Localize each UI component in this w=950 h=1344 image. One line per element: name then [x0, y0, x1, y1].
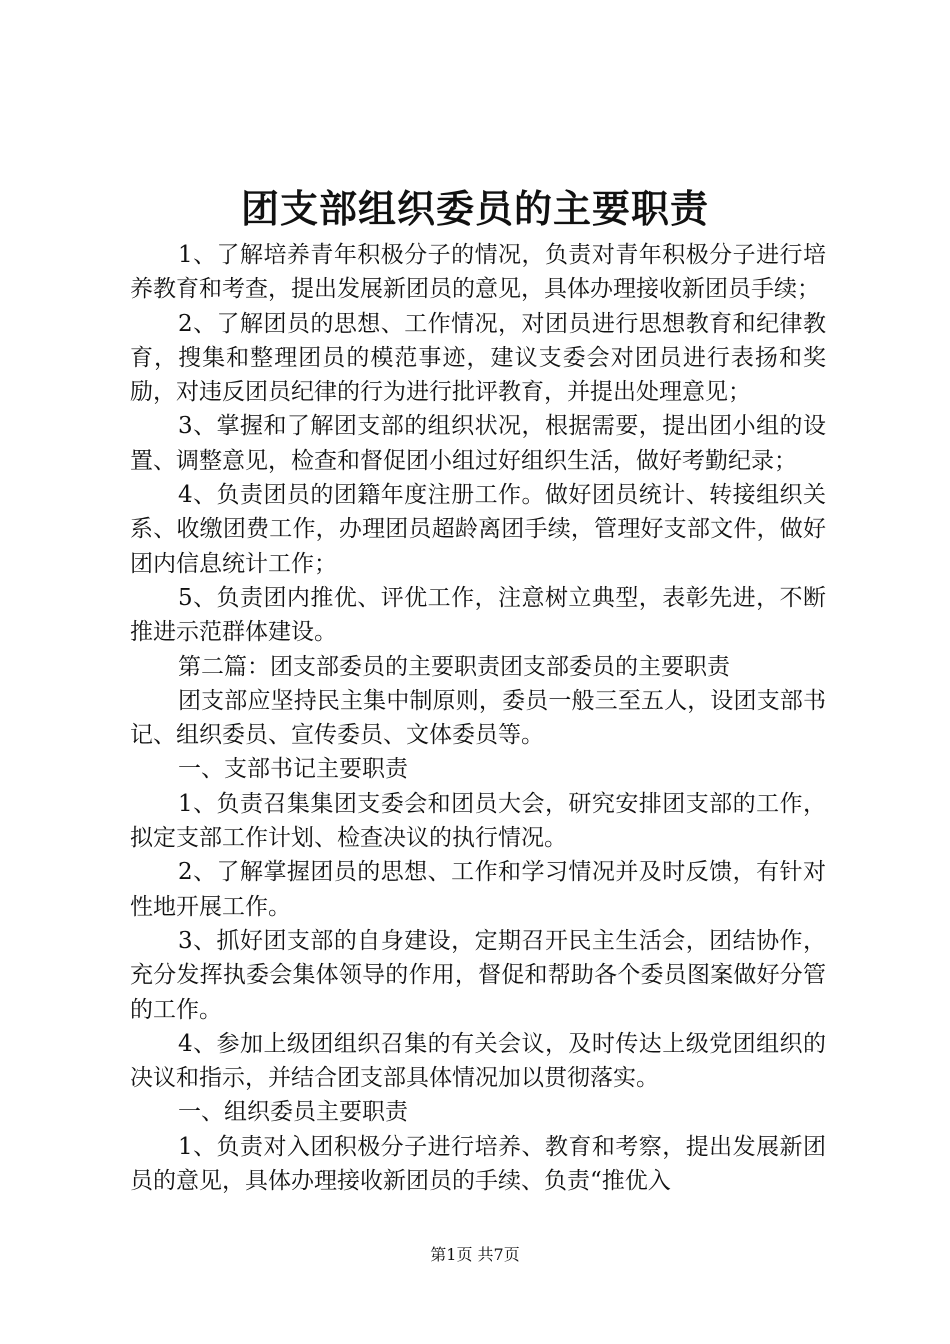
paragraph: 5、负责团内推优、评优工作，注意树立典型，表彰先进，不断推进示范群体建设。	[130, 584, 826, 646]
document-body	[130, 238, 826, 1198]
section-heading: 第二篇：团支部委员的主要职责团支部委员的主要职责	[178, 653, 730, 680]
paragraph: 3、抓好团支部的自身建设，定期召开民主生活会，团结协作，充分发挥执委会集体领导的作用，督促和帮助各个委员图案做好分管的工作。	[130, 927, 826, 1023]
paragraph: 4、负责团员的团籍年度注册工作。做好团员统计、转接组织关系、收缴团费工作，办理团员超龄离团手续，管理好支部文件，做好团内信息统计工作；	[130, 482, 826, 577]
paragraph: 4、参加上级团组织召集的有关会议，及时传达上级党团组织的决议和指示，并结合团支部具体情况加以贯彻落实。	[130, 1030, 826, 1092]
paragraph: 1、负责召集集团支委会和团员大会，研究安排团支部的工作，拟定支部工作计划、检查决议的执行情况。	[130, 790, 826, 852]
paragraph: 2、了解团员的思想、工作情况，对团员进行思想教育和纪律教育，搜集和整理团员的模范事迹，建议支委会对团员进行表扬和奖励，对违反团员纪律的行为进行批评教育，并提出处理意见；	[130, 310, 826, 406]
paragraph: 3、掌握和了解团支部的组织状况，根据需要，提出团小组的设置、调整意见，检查和督促团小组过好组织生活，做好考勤纪录；	[130, 413, 826, 474]
paragraph: 团支部应坚持民主集中制原则，委员一般三至五人，设团支部书记、组织委员、宣传委员、文体委员等。	[130, 687, 826, 749]
section-heading: 一、组织委员主要职责	[178, 1099, 408, 1126]
page-number: 第1页 共7页	[430, 1245, 520, 1264]
section-heading: 一、支部书记主要职责	[178, 756, 408, 783]
paragraph: 1、了解培养青年积极分子的情况，负责对青年积极分子进行培养教育和考查，提出发展新团员的意见，具体办理接收新团员手续；	[130, 242, 826, 303]
paragraph: 2、了解掌握团员的思想、工作和学习情况并及时反馈，有针对性地开展工作。	[130, 859, 826, 920]
paragraph: 1、负责对入团积极分子进行培养、教育和考察，提出发展新团员的意见，具体办理接收新团员的手续、负责“推优入	[130, 1133, 826, 1195]
document-title: 团支部组织委员的主要职责	[240, 187, 709, 231]
